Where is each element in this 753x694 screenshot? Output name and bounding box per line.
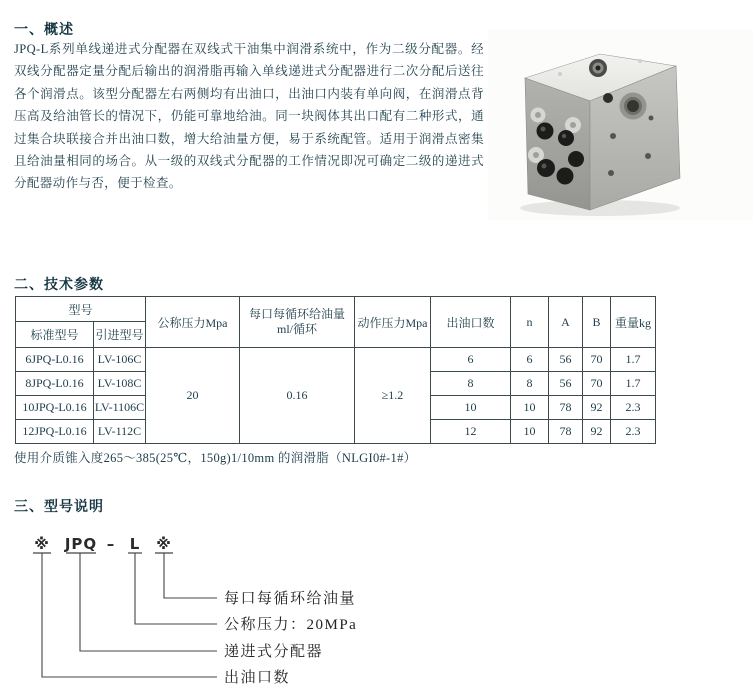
left-plug-5 bbox=[557, 168, 574, 185]
cell-import-model: LV-108C bbox=[94, 372, 146, 396]
left-plug-2-highlight bbox=[562, 134, 566, 138]
left-plug-4-highlight bbox=[542, 164, 547, 169]
leader-outlet-count bbox=[42, 553, 217, 677]
header-action-pressure: 动作压力Mpa bbox=[355, 297, 431, 348]
cell-b: 92 bbox=[583, 396, 611, 420]
model-heading: 三、型号说明 bbox=[14, 498, 104, 514]
cell-n: 8 bbox=[511, 372, 549, 396]
cell-a: 56 bbox=[549, 348, 583, 372]
cell-std-model: 8JPQ-L0.16 bbox=[16, 372, 94, 396]
cell-a: 56 bbox=[549, 372, 583, 396]
cell-b: 92 bbox=[583, 420, 611, 444]
model-token-series: JPQ bbox=[64, 535, 98, 553]
header-oil-per-cycle-line2: ml/循环 bbox=[277, 322, 318, 336]
cell-std-model: 10JPQ-L0.16 bbox=[16, 396, 94, 420]
model-code-diagram bbox=[14, 532, 444, 692]
cell-b: 70 bbox=[583, 372, 611, 396]
cell-import-model: LV-112C bbox=[94, 420, 146, 444]
header-n: n bbox=[511, 297, 549, 348]
grease-note: 使用介质锥入度265～385(25℃，150g)1/10mm 的润滑脂（NLGI0#-1#） bbox=[14, 451, 417, 465]
cell-nominal-pressure: 20 bbox=[146, 348, 240, 444]
leader-lines bbox=[42, 553, 217, 677]
cell-weight: 2.3 bbox=[611, 420, 656, 444]
header-a: A bbox=[549, 297, 583, 348]
cell-a: 78 bbox=[549, 420, 583, 444]
left-plug-4 bbox=[537, 159, 555, 177]
label-outlet-count: 出油口数 bbox=[224, 670, 291, 686]
left-plug-3 bbox=[568, 151, 584, 167]
top-fitting-center bbox=[596, 66, 601, 71]
leader-distributor-type bbox=[80, 553, 217, 651]
specs-heading: 二、技术参数 bbox=[14, 276, 104, 292]
right-bolt-2 bbox=[645, 153, 651, 159]
model-token-oil-mark: ※ bbox=[156, 535, 172, 553]
left-boss-1-center bbox=[535, 112, 541, 118]
cell-std-model: 6JPQ-L0.16 bbox=[16, 348, 94, 372]
specs-table bbox=[15, 296, 656, 444]
right-bolt-3 bbox=[608, 170, 614, 176]
cell-weight: 1.7 bbox=[611, 348, 656, 372]
cell-action-pressure: ≥1.2 bbox=[355, 348, 431, 444]
right-bolt-1 bbox=[610, 133, 616, 139]
header-b: B bbox=[583, 297, 611, 348]
leader-oil-per-cycle bbox=[164, 553, 217, 598]
cell-n: 6 bbox=[511, 348, 549, 372]
header-weight: 重量kg bbox=[611, 297, 656, 348]
header-import-model: 引进型号 bbox=[94, 322, 146, 348]
cell-outlets: 10 bbox=[431, 396, 511, 420]
model-token-dash: – bbox=[106, 535, 116, 553]
product-photo bbox=[488, 30, 753, 220]
cell-weight: 1.7 bbox=[611, 372, 656, 396]
overview-heading: 一、概述 bbox=[14, 21, 74, 37]
leader-nominal-pressure bbox=[135, 553, 217, 624]
label-oil-per-cycle: 每口每循环给油量 bbox=[224, 591, 357, 607]
top-screw-right bbox=[638, 59, 642, 63]
right-hole-small bbox=[603, 93, 613, 103]
left-boss-3-center bbox=[533, 152, 539, 158]
header-oil-per-cycle-line1: 每口每循环给油量 bbox=[249, 307, 346, 321]
cell-outlets: 6 bbox=[431, 348, 511, 372]
model-token-outlets-mark: ※ bbox=[34, 535, 50, 553]
cell-oil-per-cycle: 0.16 bbox=[240, 348, 355, 444]
cell-import-model: LV-106C bbox=[94, 348, 146, 372]
header-std-model: 标准型号 bbox=[16, 322, 94, 348]
header-nominal-pressure: 公称压力Mpa bbox=[146, 297, 240, 348]
cell-a: 78 bbox=[549, 396, 583, 420]
block-left-face bbox=[525, 78, 590, 210]
cell-weight: 2.3 bbox=[611, 396, 656, 420]
cell-n: 10 bbox=[511, 420, 549, 444]
table-row bbox=[16, 348, 656, 372]
cell-import-model: LV-1106C bbox=[94, 396, 146, 420]
right-bolt-4 bbox=[649, 116, 654, 121]
left-plug-1-highlight bbox=[541, 127, 546, 132]
label-distributor-type: 递进式分配器 bbox=[224, 644, 324, 660]
left-boss-2-center bbox=[570, 122, 576, 128]
cell-outlets: 8 bbox=[431, 372, 511, 396]
cell-outlets: 12 bbox=[431, 420, 511, 444]
left-plug-2 bbox=[558, 130, 574, 146]
cell-n: 10 bbox=[511, 396, 549, 420]
header-oil-per-cycle bbox=[240, 297, 355, 348]
left-plug-1 bbox=[537, 123, 554, 140]
model-token-type: L bbox=[129, 535, 141, 553]
right-port-bore bbox=[627, 100, 639, 112]
label-nominal-pressure: 公称压力：20MPa bbox=[224, 617, 358, 633]
cell-b: 70 bbox=[583, 348, 611, 372]
cell-std-model: 12JPQ-L0.16 bbox=[16, 420, 94, 444]
overview-paragraph: JPQ-L系列单线递进式分配器在双线式干油集中润滑系统中，作为二级分配器。经双线分配器定量分配后输出的润滑脂再输入单线递进式分配器进行二次分配后送往各个润滑点。该型分配器左右两侧均有出油口，出油口内装有单向阀，在润滑点背压高及给油管长的情况下，仍能可靠地给油。同一块阀体其出口配有二种形式，通过集合块联接合并出油口数，增大给油量方便，易于系统配管。适用于润滑点密集且给油量相同的场合。从一级的双线式分配器的工作情况即况可确定二级的递进式分配器动作与否，便于检查。 bbox=[14, 42, 484, 191]
top-screw-left bbox=[558, 72, 562, 76]
header-model-group: 型号 bbox=[16, 297, 146, 322]
header-outlet-count: 出油口数 bbox=[431, 297, 511, 348]
